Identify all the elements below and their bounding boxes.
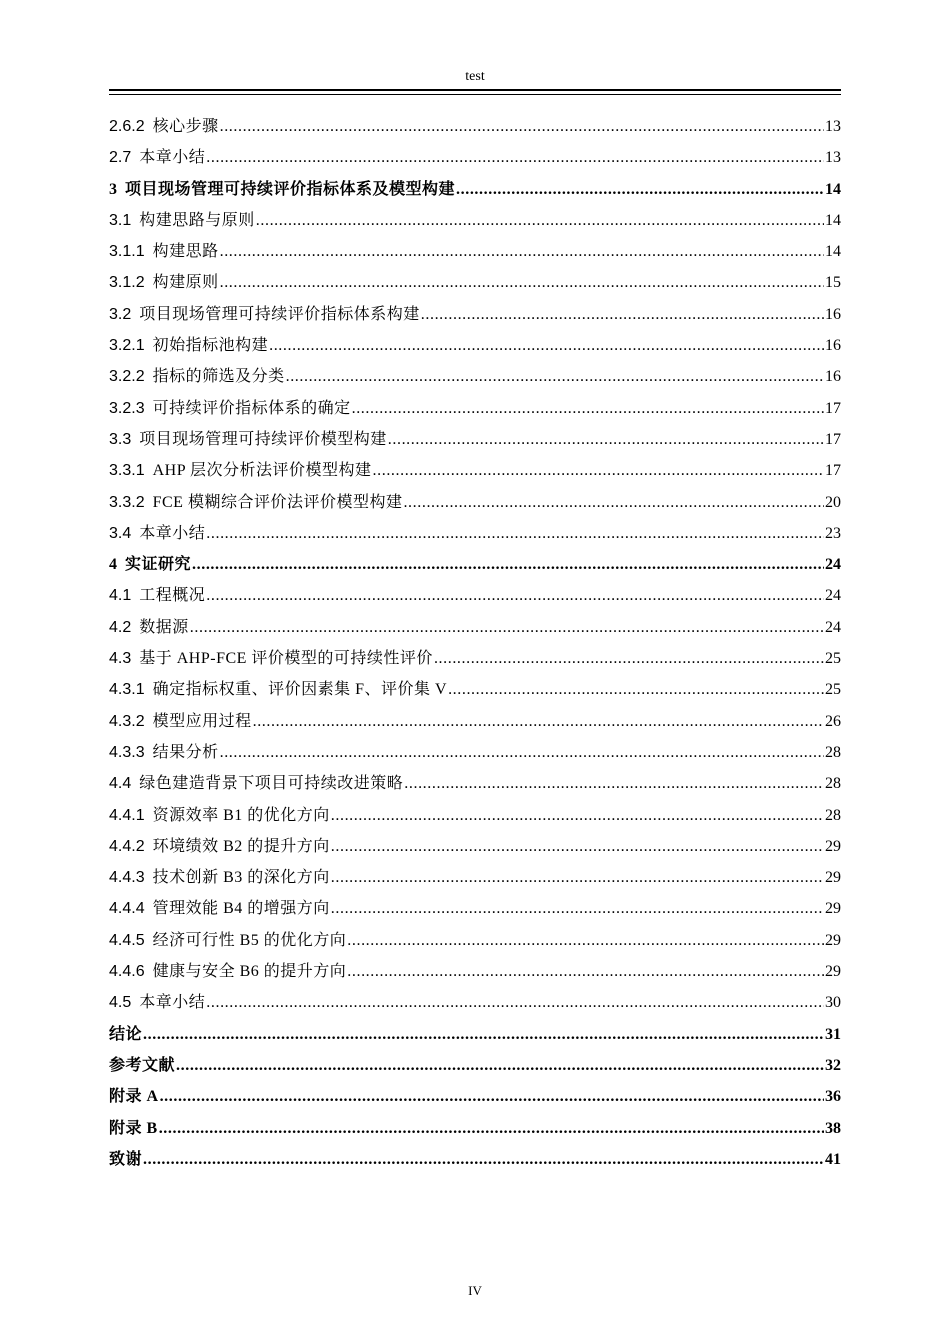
toc-dot-leader	[404, 768, 824, 799]
toc-entry-number: 3.3.2	[109, 493, 145, 511]
toc-dot-leader	[206, 518, 824, 549]
table-of-contents	[109, 111, 841, 1175]
toc-entry[interactable]	[109, 393, 841, 424]
toc-entry[interactable]	[109, 956, 841, 987]
toc-entry-page: 32	[825, 1056, 841, 1074]
toc-entry-number: 4	[109, 556, 117, 574]
toc-entry-title: 项目现场管理可持续评价模型构建	[139, 430, 387, 448]
toc-entry-page: 36	[825, 1088, 841, 1106]
toc-entry[interactable]	[109, 580, 841, 611]
toc-entry-title: 工程概况	[139, 587, 206, 605]
toc-dot-leader	[448, 674, 824, 705]
toc-entry-title: 初始指标池构建	[152, 337, 269, 355]
toc-entry-title: 确定指标权重、评价因素集 F、评价集 V	[152, 681, 448, 699]
toc-entry-number: 4.3	[109, 650, 132, 668]
toc-entry-page: 41	[825, 1150, 841, 1168]
toc-dot-leader	[159, 1113, 824, 1144]
toc-entry-page: 25	[825, 650, 841, 668]
toc-entry-page: 24	[825, 556, 841, 574]
toc-entry-number: 4.1	[109, 587, 132, 605]
toc-entry-number: 3.1.1	[109, 243, 145, 261]
toc-entry-title: 本章小结	[139, 994, 206, 1012]
toc-entry[interactable]	[109, 893, 841, 924]
toc-entry-number: 4.4	[109, 775, 132, 793]
toc-entry-page: 24	[825, 587, 841, 605]
toc-entry[interactable]	[109, 768, 841, 799]
toc-entry[interactable]	[109, 1113, 841, 1144]
toc-entry-number: 4.3.2	[109, 712, 145, 730]
toc-entry-number: 3.2.2	[109, 368, 145, 386]
toc-entry-number: 4.4.4	[109, 900, 145, 918]
toc-entry[interactable]	[109, 330, 841, 361]
toc-entry[interactable]	[109, 925, 841, 956]
toc-entry-number: 3.2.3	[109, 399, 145, 417]
toc-entry-title: 构建原则	[152, 274, 219, 292]
toc-entry-number: 4.4.5	[109, 931, 145, 949]
toc-dot-leader	[220, 111, 824, 142]
toc-dot-leader	[256, 205, 824, 236]
toc-entry[interactable]	[109, 142, 841, 173]
toc-dot-leader	[403, 487, 824, 518]
toc-entry-title: 结论	[109, 1025, 143, 1043]
toc-entry-title: 模型应用过程	[152, 712, 252, 730]
toc-entry-title: 构建思路	[152, 243, 219, 261]
toc-dot-leader	[143, 1144, 824, 1175]
toc-dot-leader	[347, 956, 824, 987]
toc-entry-page: 31	[825, 1025, 841, 1043]
toc-entry-number: 3.3	[109, 430, 132, 448]
toc-dot-leader	[269, 330, 824, 361]
toc-entry-title: 经济可行性 B5 的优化方向	[152, 931, 347, 949]
toc-entry-title: 绿色建造背景下项目可持续改进策略	[139, 775, 404, 793]
toc-entry[interactable]	[109, 267, 841, 298]
toc-entry-number: 3.2	[109, 305, 132, 323]
toc-entry-number: 4.4.2	[109, 837, 145, 855]
toc-entry-page: 26	[825, 712, 841, 730]
toc-entry-title: 结果分析	[152, 743, 219, 761]
toc-entry-title: 可持续评价指标体系的确定	[152, 399, 351, 417]
toc-entry-title: 数据源	[139, 618, 189, 636]
toc-entry[interactable]	[109, 737, 841, 768]
toc-entry-title: 技术创新 B3 的深化方向	[152, 869, 330, 887]
toc-entry[interactable]	[109, 862, 841, 893]
toc-dot-leader	[143, 1019, 824, 1050]
toc-dot-leader	[190, 612, 824, 643]
toc-entry-number: 4.5	[109, 994, 132, 1012]
toc-entry-title: 本章小结	[139, 149, 206, 167]
toc-entry-title: 项目现场管理可持续评价指标体系及模型构建	[125, 180, 456, 198]
toc-dot-leader	[206, 580, 824, 611]
toc-entry[interactable]	[109, 706, 841, 737]
toc-dot-leader	[192, 549, 824, 580]
toc-entry-title: 实证研究	[125, 556, 192, 574]
toc-entry-title: 附录 B	[109, 1119, 158, 1137]
toc-entry[interactable]	[109, 612, 841, 643]
page-number: IV	[468, 1283, 482, 1298]
toc-entry-page: 14	[825, 243, 841, 261]
toc-entry-page: 15	[825, 274, 841, 292]
toc-entry[interactable]	[109, 205, 841, 236]
page-header: test	[465, 69, 485, 84]
toc-entry-title: 致谢	[109, 1150, 143, 1168]
toc-dot-leader	[331, 893, 824, 924]
toc-dot-leader	[220, 236, 824, 267]
toc-entry-title: 基于 AHP-FCE 评价模型的可持续性评价	[139, 650, 433, 668]
toc-dot-leader	[206, 987, 824, 1018]
toc-dot-leader	[331, 800, 824, 831]
toc-entry[interactable]	[109, 643, 841, 674]
toc-entry-page: 20	[825, 493, 841, 511]
toc-dot-leader	[352, 393, 824, 424]
toc-entry-number: 4.4.6	[109, 963, 145, 981]
toc-entry-number: 3.2.1	[109, 337, 145, 355]
toc-entry-title: 附录 A	[109, 1088, 159, 1106]
toc-entry-page: 30	[825, 994, 841, 1012]
toc-entry[interactable]	[109, 1050, 841, 1081]
toc-entry-page: 16	[825, 337, 841, 355]
toc-entry-title: 项目现场管理可持续评价指标体系构建	[139, 305, 420, 323]
toc-entry-page: 13	[825, 149, 841, 167]
toc-dot-leader	[434, 643, 824, 674]
toc-entry-number: 4.3.1	[109, 681, 145, 699]
toc-dot-leader	[286, 361, 824, 392]
toc-entry[interactable]	[109, 831, 841, 862]
toc-entry[interactable]	[109, 800, 841, 831]
toc-entry-page: 17	[825, 430, 841, 448]
toc-dot-leader	[373, 455, 824, 486]
toc-entry-page: 17	[825, 399, 841, 417]
toc-entry-title: 环境绩效 B2 的提升方向	[152, 837, 330, 855]
toc-entry-page: 28	[825, 775, 841, 793]
toc-entry-page: 29	[825, 963, 841, 981]
toc-entry[interactable]	[109, 424, 841, 455]
toc-entry-number: 3.1.2	[109, 274, 145, 292]
toc-entry-title: 构建思路与原则	[139, 211, 255, 229]
toc-dot-leader	[176, 1050, 824, 1081]
header-rule-thick	[109, 89, 841, 91]
toc-dot-leader	[421, 299, 824, 330]
toc-entry-page: 13	[825, 118, 841, 135]
toc-entry-page: 14	[825, 211, 841, 229]
toc-dot-leader	[388, 424, 824, 455]
toc-entry-page: 16	[825, 368, 841, 386]
toc-dot-leader	[160, 1081, 824, 1112]
toc-entry-page: 24	[825, 618, 841, 636]
toc-entry-title: 指标的筛选及分类	[152, 368, 285, 386]
toc-entry-number: 3	[109, 180, 117, 198]
toc-entry[interactable]	[109, 1144, 841, 1175]
toc-entry-title: FCE 模糊综合评价法评价模型构建	[152, 493, 403, 511]
toc-entry-number: 4.4.3	[109, 869, 145, 887]
toc-entry-title: AHP 层次分析法评价模型构建	[152, 462, 372, 480]
toc-entry-title: 核心步骤	[152, 118, 219, 135]
toc-entry-page: 29	[825, 869, 841, 887]
toc-entry-page: 17	[825, 462, 841, 480]
toc-entry-number: 3.3.1	[109, 462, 145, 480]
toc-entry-title: 健康与安全 B6 的提升方向	[152, 963, 347, 981]
toc-entry-page: 28	[825, 743, 841, 761]
toc-dot-leader	[253, 706, 824, 737]
toc-entry-title: 管理效能 B4 的增强方向	[152, 900, 330, 918]
toc-entry-number: 4.3.3	[109, 743, 145, 761]
toc-entry-title: 资源效率 B1 的优化方向	[152, 806, 330, 824]
toc-entry-page: 38	[825, 1119, 841, 1137]
toc-entry-number: 4.4.1	[109, 806, 145, 824]
toc-entry[interactable]	[109, 487, 841, 518]
toc-entry-number: 2.7	[109, 149, 132, 167]
toc-entry[interactable]	[109, 674, 841, 705]
toc-entry[interactable]	[109, 987, 841, 1018]
toc-entry[interactable]	[109, 111, 841, 142]
toc-entry-number: 2.6.2	[109, 118, 145, 135]
toc-dot-leader	[206, 142, 824, 173]
toc-entry-page: 14	[825, 180, 841, 198]
toc-entry-number: 3.4	[109, 524, 132, 542]
toc-entry-title: 参考文献	[109, 1056, 176, 1074]
toc-entry[interactable]	[109, 455, 841, 486]
toc-dot-leader	[220, 737, 824, 768]
toc-entry-number: 4.2	[109, 618, 132, 636]
toc-dot-leader	[331, 862, 824, 893]
toc-dot-leader	[456, 174, 824, 205]
toc-dot-leader	[331, 831, 824, 862]
toc-entry-page: 25	[825, 681, 841, 699]
toc-dot-leader	[347, 925, 824, 956]
toc-entry-page: 29	[825, 837, 841, 855]
toc-entry-page: 16	[825, 305, 841, 323]
toc-entry[interactable]	[109, 174, 841, 205]
toc-entry[interactable]	[109, 1081, 841, 1112]
toc-entry-page: 28	[825, 806, 841, 824]
toc-dot-leader	[220, 267, 824, 298]
toc-entry[interactable]	[109, 361, 841, 392]
toc-entry[interactable]	[109, 236, 841, 267]
toc-entry-page: 29	[825, 931, 841, 949]
toc-entry[interactable]	[109, 518, 841, 549]
toc-entry-number: 3.1	[109, 211, 132, 229]
toc-entry[interactable]	[109, 549, 841, 580]
toc-entry[interactable]	[109, 1019, 841, 1050]
toc-entry[interactable]	[109, 299, 841, 330]
toc-entry-page: 23	[825, 524, 841, 542]
toc-entry-page: 29	[825, 900, 841, 918]
header-rule-thin	[109, 94, 841, 95]
toc-entry-title: 本章小结	[139, 524, 206, 542]
